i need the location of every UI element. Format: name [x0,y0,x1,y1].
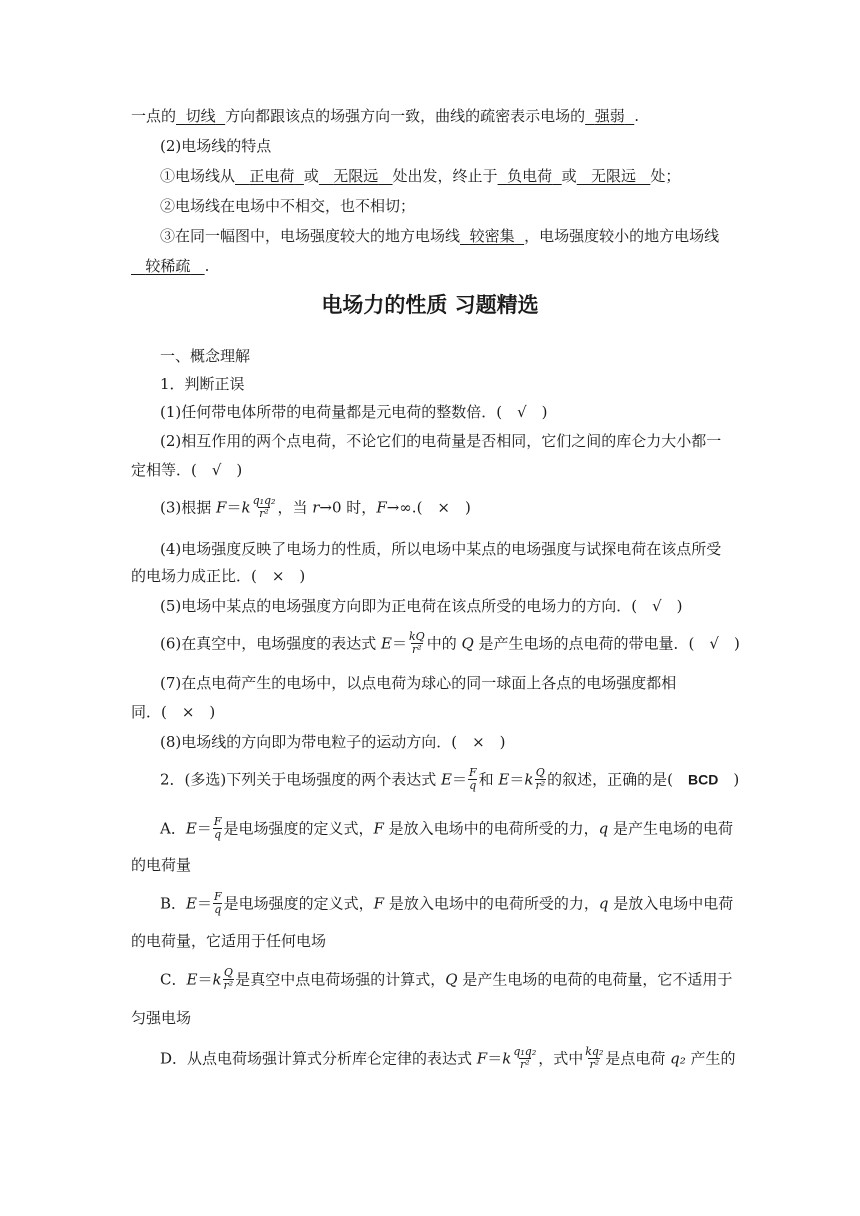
feature-1: ①电场线从 正电荷 或 无限远 处出发，终止于 负电荷 或 无限远 处； [160,167,681,185]
statement-4: (4)电场强度反映了电场力的性质，所以电场中某点的电场强度与试探电荷在该点所受 [160,540,722,558]
intro-line [131,106,733,126]
option-d: D．从点电荷场强计算式分析库仑定律的表达式 F＝k $\frac{\text{q₁q₂}}{\text{r²}}$ ，式中 $\frac{\text{kq₂}}{\text{r²}}$ 是点电荷 q₂ 产生的 [160,1045,736,1071]
statement-4-cont: 的电场力成正比．( × ) [131,567,306,585]
option-c-cont: 匀强电场 [131,1009,192,1027]
blank-answer: 负电荷 [507,167,553,185]
fraction: $\frac{F}{q}$ [213,815,222,841]
blank-answer: 无限远 [333,167,379,185]
fraction: $\frac{Q}{\text{r²}}$ [223,966,234,992]
fraction: $\frac{\text{q₁q₂}}{\text{r²}}$ [513,1045,537,1071]
section-heading: 一、概念理解 [160,347,251,365]
blank-answer: 正电荷 [249,167,295,185]
option-c: C．E＝k $\frac{Q}{\text{r²}}$ 是真空中点电荷场强的计算式，Q 是产生电场的电荷的电荷量，它不适用于 [160,966,733,992]
feature-3: ③在同一幅图中，电场强度较大的地方电场线 较密集 ，电场强度较小的地方电场线 [160,227,720,245]
feature-3-cont: 较稀疏 . [131,256,733,276]
statement-3: (3)根据 F＝k $\frac{\text{q₁q₂}}{\text{r²}}$ ，当 r→0 时，F→∞.( × ) [160,494,471,520]
statement-7-cont: 同．( × ) [131,703,216,721]
text: 方向都跟该点的场强方向一致，曲线的疏密表示电场的 [225,107,586,125]
page-title: 电场力的性质 习题精选 [321,293,539,317]
statement-5: (5)电场中某点的电场强度方向即为正电荷在该点所受的电场力的方向．( √ ) [160,597,683,615]
blank-answer: 切线 [185,107,216,125]
option-b: B．E＝ $\frac{F}{q}$ 是电场强度的定义式，F 是放入电场中的电荷所受的力，q 是放入电场中电荷 [160,890,734,916]
blank-answer: 较稀疏 [145,257,191,275]
question-2: 2．(多选)下列关于电场强度的两个表达式 E＝ $\frac{F}{q}$ 和 E＝k $\frac{Q}{\text{r²}}$ 的叙述，正确的是( BCD ) [160,766,740,792]
statement-8: (8)电场线的方向即为带电粒子的运动方向．( × ) [160,733,506,751]
blank-answer: 强弱 [594,107,625,125]
fraction: $\frac{\text{q₁q₂}}{\text{r²}}$ [252,494,276,520]
fraction: $\frac{F}{q}$ [214,890,222,916]
statement-2-cont: 定相等．( √ ) [131,461,243,479]
statement-1: (1)任何带电体所带的电荷量都是元电荷的整数倍．( √ ) [160,403,548,421]
option-a: A．E＝ $\frac{F}{q}$ 是电场强度的定义式，F 是放入电场中的电荷所受的力，q 是产生电场的电荷 [160,815,734,841]
text: 一点的 [131,107,177,125]
question-1-heading: 1．判断正误 [160,375,245,393]
text: . [634,107,640,125]
fraction: $\frac{kQ}{\text{r²}}$ [409,630,425,656]
fraction: $\frac{F}{q}$ [469,766,477,792]
statement-6: (6)在真空中，电场强度的表达式 E＝ $\frac{kQ}{\text{r²}}$ 中的 Q 是产生电场的点电荷的带电量．( √ ) [160,630,740,656]
fraction: $\frac{\text{kq₂}}{\text{r²}}$ [585,1045,604,1071]
fraction: $\frac{Q}{\text{r²}}$ [535,766,546,792]
answer: BCD [688,771,719,788]
blank-answer: 较密集 [469,227,515,245]
option-b-cont: 的电荷量，它适用于任何电场 [131,932,327,950]
option-a-cont: 的电荷量 [131,856,192,874]
feature-2: ②电场线在电场中不相交，也不相切； [160,197,416,215]
blank-answer: 无限远 [591,167,637,185]
feature-heading: (2)电场线的特点 [160,137,272,155]
statement-7: (7)在点电荷产生的电场中，以点电荷为球心的同一球面上各点的电场强度都相 [160,674,677,692]
statement-2: (2)相互作用的两个点电荷，不论它们的电荷量是否相同，它们之间的库仑力大小都一 [160,432,722,450]
